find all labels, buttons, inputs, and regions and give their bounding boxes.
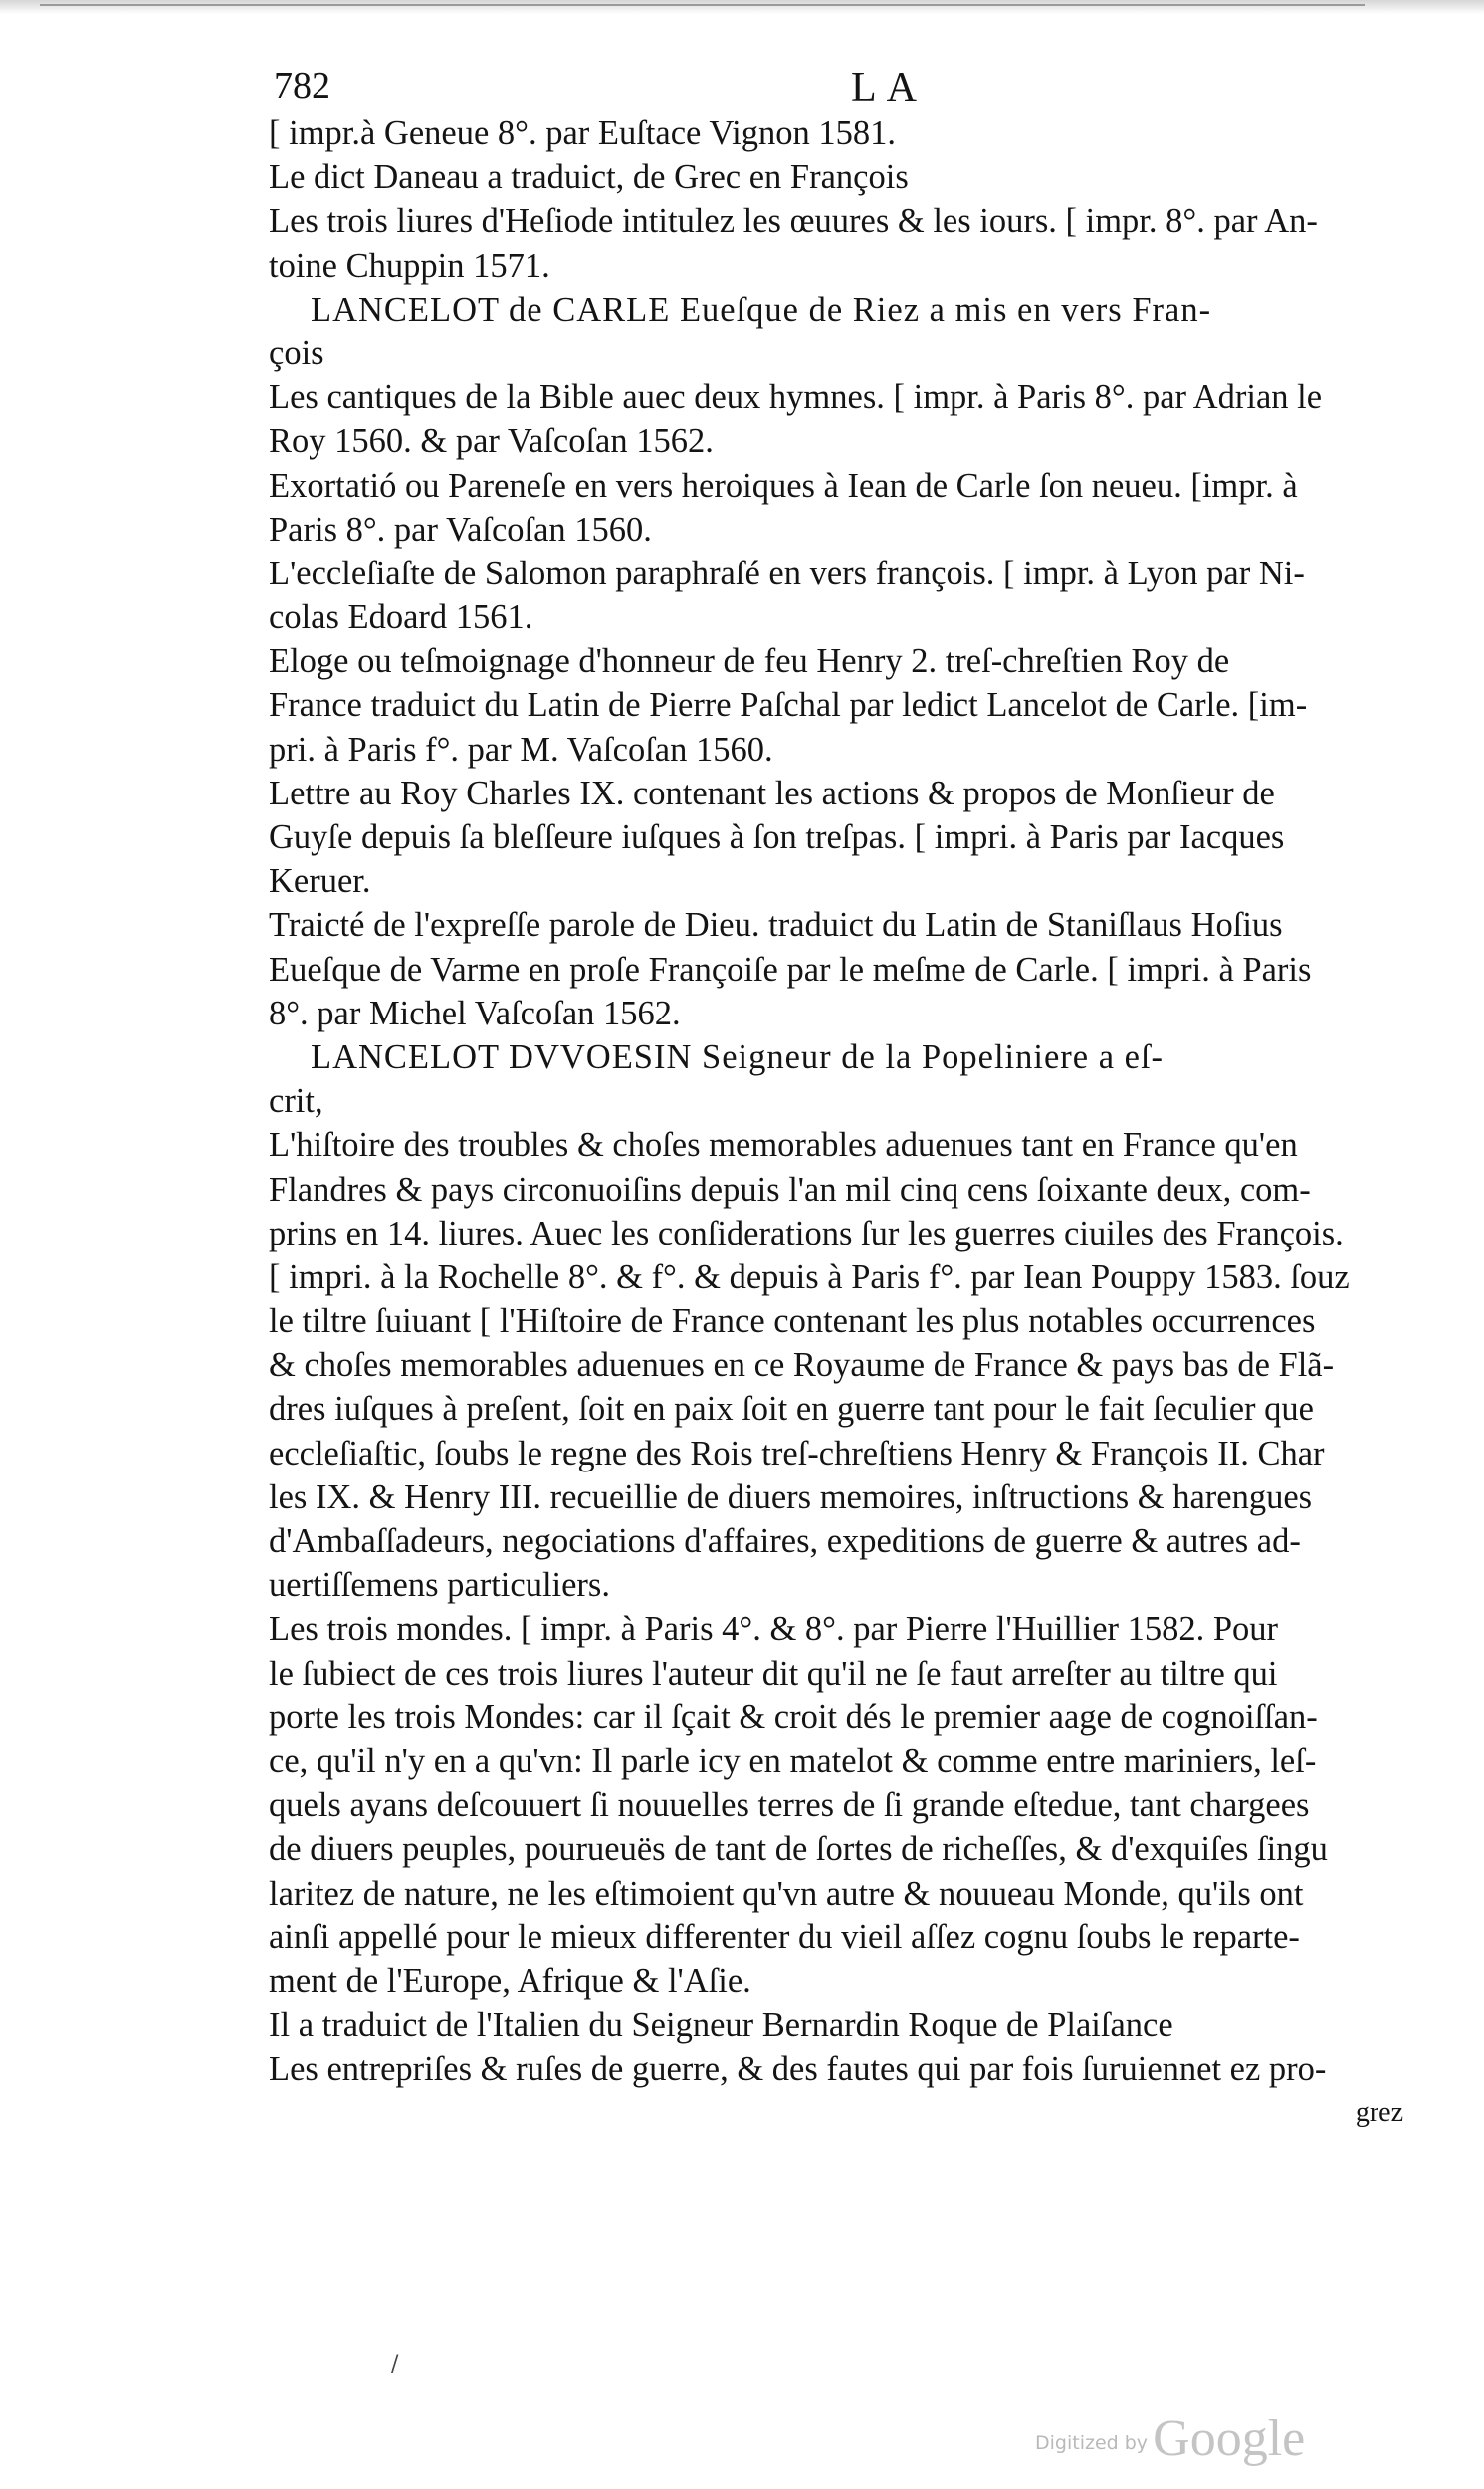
text-line: Flandres & pays circonuoiſins depuis l'an mil cinq cens ſoixante deux, com-: [269, 1170, 1311, 1209]
text-line: çois: [269, 334, 324, 372]
google-logo: Google: [1153, 2410, 1306, 2467]
text-line: ce, qu'il n'y en a qu'vn: Il parle icy en matelot & comme entre mariniers, leſ-: [269, 1741, 1317, 1780]
text-line: porte les trois Mondes: car il ſçait & croit dés le premier aage de cognoiſſan-: [269, 1697, 1318, 1736]
text-line: le tiltre ſuiuant [ l'Hiſtoire de France contenant les plus notables occurrences: [269, 1302, 1316, 1341]
text-line: Lettre au Roy Charles IX. contenant les actions & propos de Monſieur de: [269, 774, 1275, 812]
text-line: 8°. par Michel Vaſcoſan 1562.: [269, 994, 681, 1032]
text-line: [ impr.à Geneue 8°. par Euſtace Vignon 1581.: [269, 114, 896, 152]
text-line: uertiſſemens particuliers.: [269, 1566, 610, 1605]
text-line: [ impri. à la Rochelle 8°. & f°. & depuis à Paris f°. par Iean Pouppy 1583. ſouz: [269, 1257, 1350, 1296]
text-line: ainſi appellé pour le mieux differenter du vieil aſſez cognu ſoubs le reparte-: [269, 1918, 1300, 1956]
text-line: Traicté de l'expreſſe parole de Dieu. traduict du Latin de Staniſlaus Hoſius: [269, 906, 1283, 945]
text-line: dres iuſques à preſent, ſoit en paix ſoit en guerre tant pour le fait ſeculier que: [269, 1390, 1314, 1429]
text-line: Les trois liures d'Heſiode intitulez les œuures & les iours. [ impr. 8°. par An-: [269, 202, 1318, 241]
entry-heading-lancelot-de-carle: LANCELOT de CARLE Eueſque de Riez a mis en vers Fran-: [311, 290, 1212, 329]
running-head: LA: [851, 65, 927, 111]
body-text: [269, 112, 1413, 2136]
text-line: prins en 14. liures. Auec les conſiderations ſur les guerres ciuiles des François.: [269, 1214, 1344, 1252]
text-line: Guyſe depuis ſa bleſſeure iuſques à ſon treſpas. [ impri. à Paris par Iacques: [269, 818, 1285, 856]
text-line: Exortatió ou Pareneſe en vers heroiques à Iean de Carle ſon neueu. [impr. à: [269, 466, 1298, 505]
text-line: quels ayans deſcouuert ſi nouuelles terres de ſi grande eſtedue, tant chargees: [269, 1786, 1310, 1825]
text-line: Les cantiques de la Bible auec deux hymnes. [ impr. à Paris 8°. par Adrian le: [269, 378, 1323, 417]
text-line: laritez de nature, ne les eſtimoient qu'vn autre & nouueau Monde, qu'ils ont: [269, 1874, 1304, 1913]
text-line: L'hiſtoire des troubles & choſes memorables aduenues tant en France qu'en: [269, 1126, 1298, 1165]
catchword: grez: [1355, 2097, 1403, 2129]
text-line: de diuers peuples, pourueuës de tant de ſortes de richeſſes, & d'exquiſes ſingu: [269, 1830, 1328, 1869]
text-line: Keruer.: [269, 862, 371, 901]
text-line: Eloge ou teſmoignage d'honneur de feu Henry 2. treſ-chreſtien Roy de: [269, 642, 1230, 681]
digitized-by-google-watermark: [1035, 2409, 1305, 2468]
text-line: Il a traduict de l'Italien du Seigneur Bernardin Roque de Plaiſance: [269, 2006, 1173, 2045]
text-line: Roy 1560. & par Vaſcoſan 1562.: [269, 422, 714, 461]
text-line: toine Chuppin 1571.: [269, 246, 550, 285]
text-line: d'Ambaſſadeurs, negociations d'affaires, expeditions de guerre & autres ad-: [269, 1522, 1301, 1560]
text-line: France traduict du Latin de Pierre Paſchal par ledict Lancelot de Carle. [im-: [269, 686, 1308, 725]
text-line: les IX. & Henry III. recueillie de diuers memoires, inſtructions & harengues: [269, 1477, 1313, 1516]
text-line: colas Edoard 1561.: [269, 598, 533, 637]
text-line: pri. à Paris f°. par M. Vaſcoſan 1560.: [269, 730, 773, 769]
text-line: Paris 8°. par Vaſcoſan 1560.: [269, 510, 652, 549]
watermark-prefix: Digitized by: [1035, 2432, 1149, 2454]
text-line: Les entrepriſes & ruſes de guerre, & des fautes qui par fois ſuruiennet ez pro-: [269, 2050, 1327, 2089]
ink-mark: /: [391, 2352, 399, 2376]
text-line: Le dict Daneau a traduict, de Grec en François: [269, 158, 909, 197]
text-line: Eueſque de Varme en proſe Françoiſe par le meſme de Carle. [ impri. à Paris: [269, 950, 1312, 989]
text-line: ment de l'Europe, Afrique & l'Aſie.: [269, 1961, 751, 2000]
text-line: L'eccleſiaſte de Salomon paraphraſé en vers françois. [ impr. à Lyon par Ni-: [269, 554, 1305, 592]
page-number: 782: [274, 65, 330, 107]
text-line: & choſes memorables aduenues en ce Royaume de France & pays bas de Flã-: [269, 1346, 1335, 1385]
text-line: Les trois mondes. [ impr. à Paris 4°. & 8°. par Pierre l'Huillier 1582. Pour: [269, 1610, 1279, 1649]
entry-heading-lancelot-duvoesin: LANCELOT DVVOESIN Seigneur de la Popeliniere a eſ-: [311, 1037, 1165, 1076]
text-line: le ſubiect de ces trois liures l'auteur dit qu'il ne ſe faut arreſter au tiltre qui: [269, 1654, 1278, 1693]
text-line: crit,: [269, 1082, 323, 1121]
text-line: eccleſiaſtic, ſoubs le regne des Rois treſ-chreſtiens Henry & François II. Char: [269, 1434, 1325, 1472]
